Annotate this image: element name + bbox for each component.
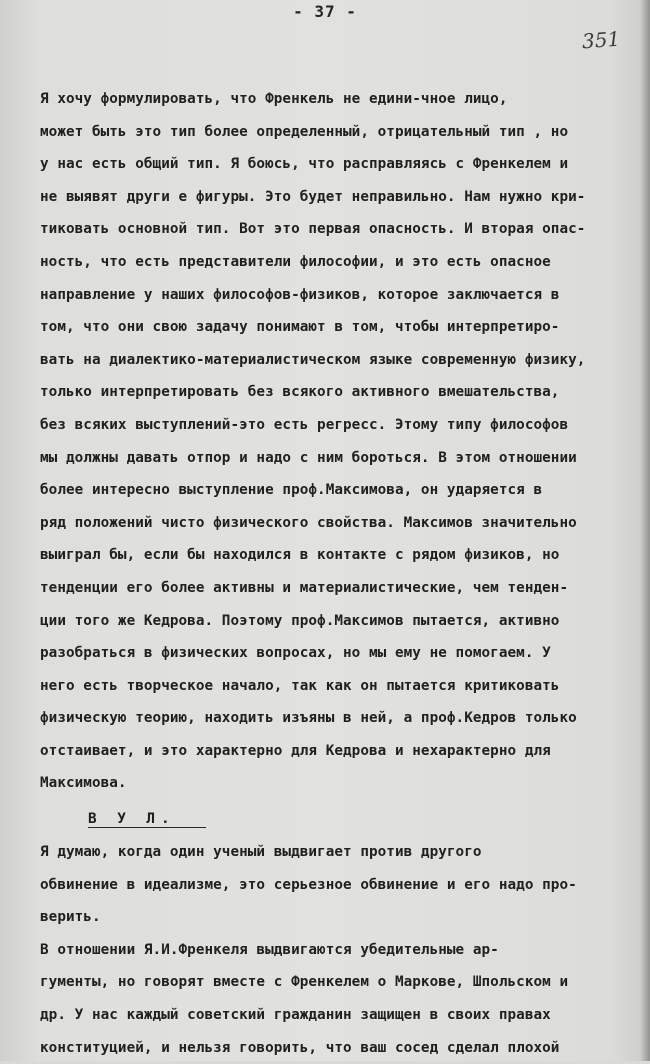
text-line: тенденции его более активны и материалистические, чем тенден-	[40, 579, 569, 596]
text-line: Максимова.	[40, 775, 127, 792]
text-line: тиковать основной тип. Вот это первая опасность. И вторая опас-	[40, 221, 586, 238]
speaker-heading: В У Л.	[88, 811, 206, 828]
text-line: более интересно выступление проф.Максимова, он ударяется в	[40, 482, 543, 499]
text-line: др. У нас каждый советский гражданин защищен в своих правах	[40, 1007, 551, 1024]
text-line: у нас есть общий тип. Я боюсь, что расправляясь с Френкелем и	[40, 156, 569, 173]
text-line: Я хочу формулировать, что Френкель не едини-чное лицо,	[40, 91, 508, 107]
archive-number: 351	[581, 26, 621, 54]
text-line: него есть творческое начало, так как он пытается критиковать	[40, 677, 560, 694]
page-number: - 37 -	[293, 2, 357, 21]
text-line: разобраться в физических вопросах, но мы ему не помогаем. У	[40, 645, 551, 662]
text-line: без всяких выступлений-это есть регресс. Этому типу философов	[40, 416, 569, 433]
text-line: ряд положений чисто физического свойства. Максимов значительно	[40, 514, 577, 531]
text-line: Я думаю, когда один ученый выдвигает против другого	[40, 844, 482, 861]
text-line: может быть это тип более определенный, отрицательный тип , но	[40, 123, 569, 140]
text-line: направление у наших философов-физиков, которое заключается в	[40, 286, 560, 303]
text-line: только интерпретировать без всякого активного вмешательства,	[40, 384, 560, 401]
text-line: не выявят други е фигуры. Это будет неправильно. Нам нужно кри-	[40, 188, 586, 205]
text-line: ность, что есть представители философии, и это есть опасное	[40, 253, 551, 270]
text-line: выиграл бы, если бы находился в контакте с рядом физиков, но	[40, 547, 560, 564]
text-line: обвинение в идеализме, это серьезное обвинение и его надо про-	[40, 876, 577, 893]
text-line: отстаивает, и это характерно для Кедрова и нехарактерно для	[40, 742, 551, 759]
text-line: мы должны давать отпор и надо с ним бороться. В этом отношении	[40, 449, 577, 466]
text-line: гументы, но говорят вместе с Френкелем о Маркове, Шпольском и	[40, 974, 569, 991]
text-line: конституцией, и нельзя говорить, что ваш сосед сделал плохой	[40, 1039, 560, 1056]
text-line: ции того же Кедрова. Поэтому проф.Максимов пытается, активно	[40, 612, 560, 629]
text-line: физическую теорию, находить изъяны в ней, а проф.Кедров только	[40, 710, 577, 727]
text-line: вать на диалектико-материалистическом языке современную физику,	[40, 351, 586, 368]
speaker-heading-row	[40, 800, 646, 836]
text-line: верить.	[40, 909, 101, 926]
text-line: В отношении Я.И.Френкеля выдвигаются убедительные ар-	[40, 941, 499, 958]
text-line: том, что они свою задачу понимают в том, чтобы интерпретиро-	[40, 319, 560, 336]
typewritten-text	[40, 83, 646, 1064]
